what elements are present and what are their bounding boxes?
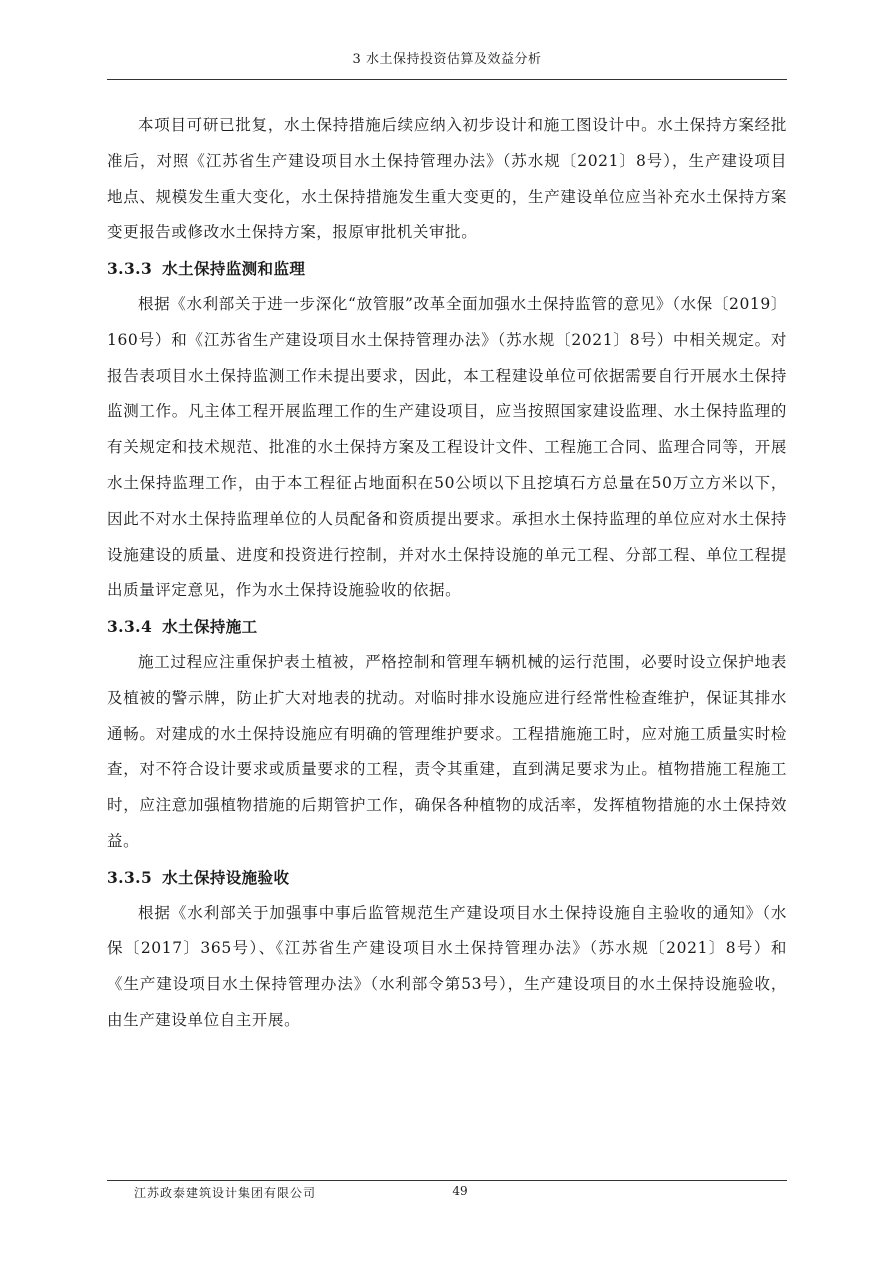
footer-divider xyxy=(107,1180,787,1181)
section-heading-3-3-4 xyxy=(107,609,787,645)
paragraph-monitoring: 根据《水利部关于进一步深化“放管服”改革全面加强水土保持监管的意见》（水保〔2019〕160号）和《江苏省生产建设项目水土保持管理办法》（苏水规〔2021〕8号）中相关规定。对报告表项目水土保持监测工作未提出要求，因此，本工程建设单位可依据需要自行开展水土保持监测工作。凡主体工程开展监理工作的生产建设项目，应当按照国家建设监理、水土保持监理的有关规定和技术规范、批准的水土保持方案及工程设计文件、工程施工合同、监理合同等，开展水土保持监理工作，由于本工程征占地面积在50公顷以下且挖填石方总量在50万立方米以下，因此不对水土保持监理单位的人员配备和资质提出要求。承担水土保持监理的单位应对水土保持设施建设的质量、进度和投资进行控制，并对水土保持设施的单元工程、分部工程、单位工程提出质量评定意见，作为水土保持设施验收的依据。 xyxy=(107,294,787,600)
paragraph-construction: 施工过程应注重保护表土植被，严格控制和管理车辆机械的运行范围，必要时设立保护地表及植被的警示牌，防止扩大对地表的扰动。对临时排水设施应进行经常性检查维护，保证其排水通畅。对建成的水土保持设施应有明确的管理维护要求。工程措施施工时，应对施工质量实时检查，对不符合设计要求或质量要求的工程，责令其重建，直到满足要求为止。植物措施工程施工时，应注意加强植物措施的后期管护工作，确保各种植物的成活率，发挥植物措施的水土保持效益。 xyxy=(107,652,787,850)
section-title: 水土保持监测和监理 xyxy=(162,259,306,279)
section-heading-3-3-3 xyxy=(107,251,787,287)
page-body xyxy=(107,108,787,1039)
section-title: 水土保持施工 xyxy=(162,617,258,637)
section-number: 3.3.3 xyxy=(107,259,153,279)
footer-company-name: 江苏政泰建筑设计集团有限公司 xyxy=(134,1186,317,1200)
section-title: 水土保持设施验收 xyxy=(162,867,290,887)
paragraph-acceptance: 根据《水利部关于加强事中事后监管规范生产建设项目水土保持设施自主验收的通知》（水保〔2017〕365号）、《江苏省生产建设项目水土保持管理办法》（苏水规〔2021〕8号）和《生产建设项目水土保持管理办法》（水利部令第53号），生产建设项目的水土保持设施验收，由生产建设单位自主开展。 xyxy=(107,903,787,1029)
header-divider xyxy=(107,79,787,80)
page-number: 49 xyxy=(452,1184,468,1198)
section-number: 3.3.5 xyxy=(107,867,153,887)
page-header: 3 水土保持投资估算及效益分析 xyxy=(352,52,542,67)
section-heading-3-3-5 xyxy=(107,860,787,896)
paragraph-intro: 本项目可研已批复，水土保持措施后续应纳入初步设计和施工图设计中。水土保持方案经批准后，对照《江苏省生产建设项目水土保持管理办法》（苏水规〔2021〕8号），生产建设项目地点、规模发生重大变化，水土保持措施发生重大变更的，生产建设单位应当补充水土保持方案变更报告或修改水土保持方案，报原审批机关审批。 xyxy=(107,116,787,242)
section-number: 3.3.4 xyxy=(107,617,153,637)
